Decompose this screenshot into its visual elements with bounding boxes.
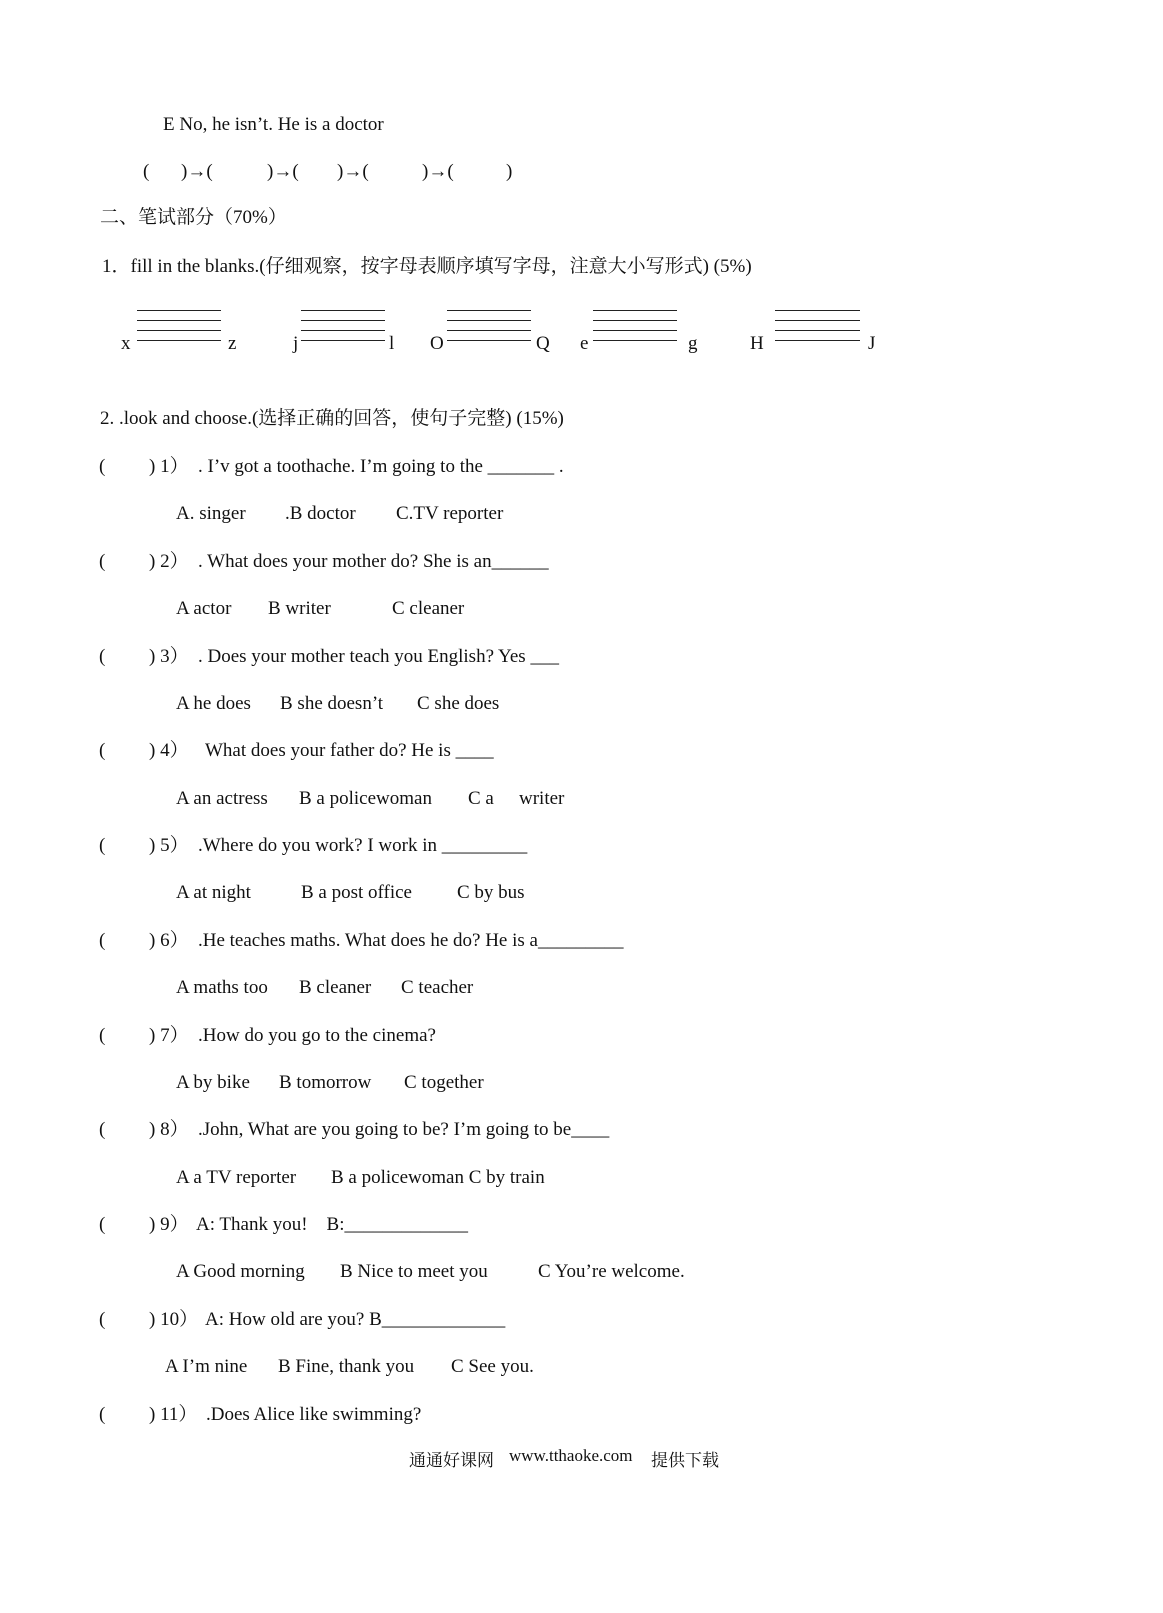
footer-note: 提供下载 [651, 1451, 719, 1470]
question-number: ) 3） [149, 646, 189, 667]
order-paren: )→( [181, 161, 213, 182]
option-b: B cleaner [299, 977, 372, 998]
question-text: .John, What are you going to be? I’m going to be____ [198, 1119, 610, 1140]
answer-paren: ( [99, 1119, 106, 1140]
answer-paren: ( [99, 456, 106, 477]
footer-site-name: 通通好课网 [409, 1451, 494, 1470]
option-b: B a policewoman [299, 788, 432, 809]
option-b: B writer [268, 598, 331, 619]
footer-url[interactable]: www.tthaoke.com [509, 1446, 633, 1465]
option-b: B tomorrow [279, 1072, 372, 1093]
listening-option-e: E No, he isn’t. He is a doctor [163, 114, 384, 135]
option-c: C together [404, 1072, 484, 1093]
section-heading: 二、笔试部分（70%） [100, 207, 287, 228]
option-b: B Fine, thank you [278, 1356, 415, 1377]
order-paren: ) [506, 161, 513, 182]
q1-right-letter: Q [536, 333, 550, 354]
option-c: C by bus [457, 882, 525, 903]
option-c-word: writer [519, 788, 565, 809]
question-number: ) 5） [149, 835, 189, 856]
order-paren: )→( [267, 161, 299, 182]
question-text: What does your father do? He is ____ [205, 740, 494, 761]
option-c: C You’re welcome. [538, 1261, 685, 1282]
q1-instruction: 1．fill in the blanks.(仔细观察，按字母表顺序填写字母，注意大小写形式) (5%) [102, 256, 752, 277]
answer-paren: ( [99, 551, 106, 572]
question-text: A: Thank you! B:_____________ [196, 1214, 468, 1235]
answer-paren: ( [99, 835, 106, 856]
answer-paren: ( [99, 930, 106, 951]
option-b: .B doctor [285, 503, 356, 524]
q1-left-letter: e [580, 333, 589, 354]
answer-paren: ( [99, 740, 106, 761]
q1-right-letter: J [868, 333, 876, 354]
question-text: A: How old are you? B_____________ [205, 1309, 506, 1330]
question-text: . Does your mother teach you English? Yes ___ [198, 646, 559, 667]
question-text: .How do you go to the cinema? [198, 1025, 436, 1046]
option-c: C.TV reporter [396, 503, 504, 524]
q1-right-letter: g [688, 333, 698, 354]
question-number: ) 6） [149, 930, 189, 951]
option-a: A I’m nine [165, 1356, 248, 1377]
option-a: A maths too [176, 977, 268, 998]
q2-instruction: 2. .look and choose.(选择正确的回答，使句子完整) (15%) [100, 408, 564, 429]
option-a: A he does [176, 693, 251, 714]
option-c: C teacher [401, 977, 474, 998]
question-number: ) 2） [149, 551, 189, 572]
option-b: B she doesn’t [280, 693, 384, 714]
question-number: ) 7） [149, 1025, 189, 1046]
question-number: ) 1） [149, 456, 189, 477]
option-a: A. singer [176, 503, 246, 524]
question-text: . I’v got a toothache. I’m going to the _______ . [198, 456, 564, 477]
option-c: C she does [417, 693, 500, 714]
option-a: A by bike [176, 1072, 250, 1093]
q1-writing-lines [775, 310, 860, 350]
q1-writing-lines [593, 310, 677, 350]
question-number: ) 8） [149, 1119, 189, 1140]
question-text: . What does your mother do? She is an______ [198, 551, 549, 572]
option-b: B a post office [301, 882, 412, 903]
option-b: B a policewoman C by train [331, 1167, 545, 1188]
option-b: B Nice to meet you [340, 1261, 488, 1282]
q1-left-letter: x [121, 333, 131, 354]
answer-paren: ( [99, 1309, 106, 1330]
order-paren: )→( [337, 161, 369, 182]
order-paren: )→( [422, 161, 454, 182]
option-a: A a TV reporter [176, 1167, 297, 1188]
option-a: A at night [176, 882, 251, 903]
q1-left-letter: j [293, 333, 299, 354]
option-a: A Good morning [176, 1261, 305, 1282]
question-text: .Does Alice like swimming? [206, 1404, 422, 1425]
q1-right-letter: l [389, 333, 395, 354]
option-a: A an actress [176, 788, 268, 809]
answer-paren: ( [99, 1214, 106, 1235]
option-c: C cleaner [392, 598, 465, 619]
option-c: C a [468, 788, 494, 809]
q1-writing-lines [301, 310, 385, 350]
question-number: ) 4） [149, 740, 189, 761]
q1-left-letter: H [750, 333, 764, 354]
answer-paren: ( [99, 1404, 106, 1425]
option-c: C See you. [451, 1356, 534, 1377]
question-text: .He teaches maths. What does he do? He is a_________ [198, 930, 624, 951]
option-a: A actor [176, 598, 232, 619]
q1-writing-lines [447, 310, 531, 350]
answer-paren: ( [99, 646, 106, 667]
order-paren: ( [143, 161, 150, 182]
question-number: ) 9） [149, 1214, 189, 1235]
q1-left-letter: O [430, 333, 444, 354]
q1-writing-lines [137, 310, 221, 350]
question-text: .Where do you work? I work in _________ [198, 835, 528, 856]
question-number: ) 10） [149, 1309, 199, 1330]
question-number: ) 11） [149, 1404, 198, 1425]
q1-right-letter: z [228, 333, 237, 354]
answer-paren: ( [99, 1025, 106, 1046]
